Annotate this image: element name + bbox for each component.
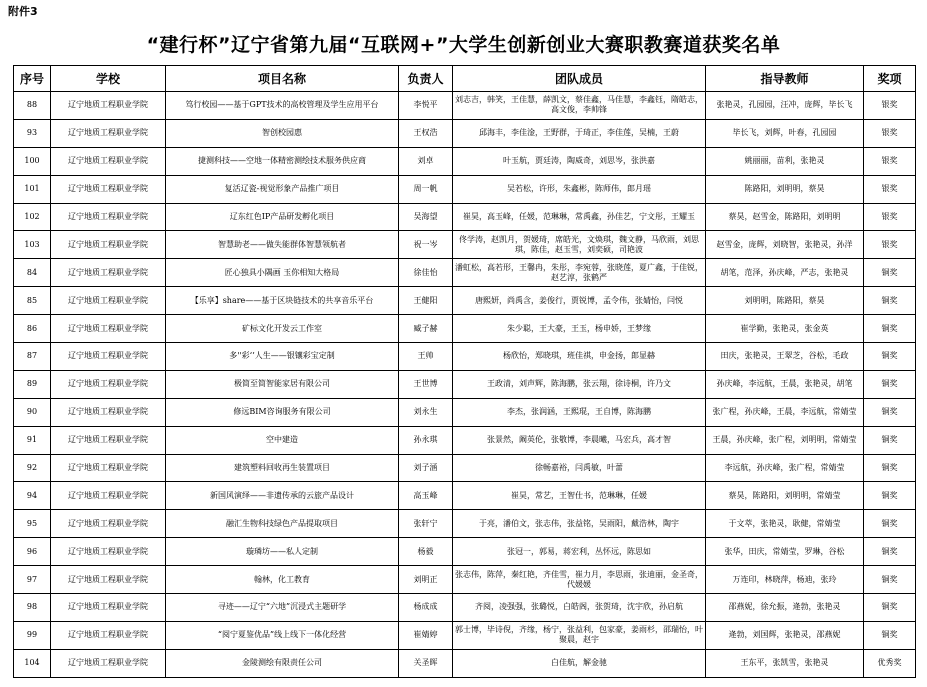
cell-members: 白佳航，解金驰 xyxy=(453,649,706,677)
cell-leader: 王健阳 xyxy=(399,287,453,315)
table-row xyxy=(14,203,916,231)
cell-advisors: 张华，田庆，常婧莹，罗琳，谷松 xyxy=(706,538,864,566)
cell-school: 辽宁地质工程职业学院 xyxy=(51,426,166,454)
table-row xyxy=(14,119,916,147)
cell-project: 金陵测绘有限责任公司 xyxy=(166,649,399,677)
cell-members: 唐熙妍，尚禹含，姜俊行，贾锐博，孟令伟，张婧怡，闫悦 xyxy=(453,287,706,315)
cell-members: 郭士博，毕诗倪，齐缘，杨宁，张益利，包家豪，姜雨杉，邵瑞怡，叶聚晨，赵宇 xyxy=(453,621,706,649)
cell-project: 笃行校园——基于GPT技术的高校管理及学生应用平台 xyxy=(166,92,399,120)
cell-leader: 刘子涵 xyxy=(399,454,453,482)
cell-no: 89 xyxy=(14,370,51,398)
attachment-label: 附件3 xyxy=(8,5,38,18)
cell-award: 铜奖 xyxy=(864,538,916,566)
cell-leader: 崔婧婷 xyxy=(399,621,453,649)
cell-members: 潘虹松，高若形，王馨冉，朱彤，李宛蓉，张晓莲，夏广鑫，于佳锐，赵艺淳，张鹤严 xyxy=(453,259,706,287)
cell-members: 叶玉航，贾廷涛，陶威奇，刘思岑，张洪嘉 xyxy=(453,147,706,175)
cell-advisors: 王东平，张凯雪，张艳灵 xyxy=(706,649,864,677)
table-row xyxy=(14,147,916,175)
cell-school: 辽宁地质工程职业学院 xyxy=(51,92,166,120)
cell-award: 铜奖 xyxy=(864,343,916,371)
table-row xyxy=(14,259,916,287)
cell-members: 崔昊，高玉峰，任媛，范琳琳，常禹鑫，孙佳艺，宁文彤，王耀玉 xyxy=(453,203,706,231)
cell-members: 刘志吉，韩笑，王佳慧，薛凯文，蔡佳鑫，马佳慧，李鑫钰，隋皓志，高文俊，李帅锋 xyxy=(453,92,706,120)
cell-project: 矿标文化开发云工作室 xyxy=(166,315,399,343)
cell-no: 104 xyxy=(14,649,51,677)
cell-no: 103 xyxy=(14,231,51,259)
table-row xyxy=(14,426,916,454)
cell-advisors: 田庆，张艳灵，王翠芝，谷松，毛政 xyxy=(706,343,864,371)
cell-members: 张冠一，郭易，蒋宏利，丛怀远，陈思如 xyxy=(453,538,706,566)
cell-project: 翰林，化工教育 xyxy=(166,566,399,594)
cell-project: 辽东红色IP产品研发孵化项目 xyxy=(166,203,399,231)
cell-advisors: 蔡昊，赵雪金，陈路阳，刘明明 xyxy=(706,203,864,231)
header-row xyxy=(14,66,916,92)
cell-school: 辽宁地质工程职业学院 xyxy=(51,119,166,147)
cell-award: 铜奖 xyxy=(864,398,916,426)
cell-award: 铜奖 xyxy=(864,287,916,315)
cell-advisors: 王晨，孙庆峰，张广程，刘明明，常婧莹 xyxy=(706,426,864,454)
cell-no: 88 xyxy=(14,92,51,120)
cell-award: 银奖 xyxy=(864,203,916,231)
cell-members: 崔昊，常艺，王智仕书，范琳琳，任媛 xyxy=(453,482,706,510)
table-body xyxy=(14,92,916,678)
cell-leader: 吴海望 xyxy=(399,203,453,231)
cell-school: 辽宁地质工程职业学院 xyxy=(51,538,166,566)
cell-award: 银奖 xyxy=(864,175,916,203)
cell-no: 85 xyxy=(14,287,51,315)
table-row xyxy=(14,315,916,343)
table-row xyxy=(14,231,916,259)
cell-advisors: 赵雪金，庞辉，刘晓智，张艳灵，孙洋 xyxy=(706,231,864,259)
cell-advisors: 蔡昊，陈路阳，刘明明，常婧莹 xyxy=(706,482,864,510)
cell-school: 辽宁地质工程职业学院 xyxy=(51,147,166,175)
cell-no: 84 xyxy=(14,259,51,287)
cell-leader: 周一帆 xyxy=(399,175,453,203)
cell-members: 杨欣怡，郑晓琪，班佳祺，申金扬，郎显赫 xyxy=(453,343,706,371)
cell-no: 94 xyxy=(14,482,51,510)
cell-members: 吴若松，许形，朱鑫彬，陈师伟，郎月瑶 xyxy=(453,175,706,203)
table-row xyxy=(14,482,916,510)
cell-leader: 祝一岑 xyxy=(399,231,453,259)
cell-school: 辽宁地质工程职业学院 xyxy=(51,175,166,203)
cell-school: 辽宁地质工程职业学院 xyxy=(51,203,166,231)
table-row xyxy=(14,343,916,371)
cell-project: 建筑塑料回收再生装置项目 xyxy=(166,454,399,482)
cell-no: 100 xyxy=(14,147,51,175)
cell-no: 93 xyxy=(14,119,51,147)
cell-award: 银奖 xyxy=(864,92,916,120)
cell-members: 佟学涛，赵凯月，贺媛琦，席皓光，文焕琪，魏文静，马欣雨，刘思琪，陈佳，赵玉雪，刘奕硕，司艳波 xyxy=(453,231,706,259)
cell-advisors: 崔学勤，张艳灵，张金英 xyxy=(706,315,864,343)
cell-advisors: 刘明明，陈路阳，蔡昊 xyxy=(706,287,864,315)
cell-project: 极简至简智能家居有限公司 xyxy=(166,370,399,398)
header-members: 团队成员 xyxy=(453,66,706,92)
cell-advisors: 孙庆峰，李远航，王晨，张艳灵，胡笔 xyxy=(706,370,864,398)
cell-advisors: 于文萃，张艳灵，耿健，常婧莹 xyxy=(706,510,864,538)
cell-leader: 徐佳怡 xyxy=(399,259,453,287)
cell-members: 王政清，刘声辉，陈海鹏，张云翔，徐诗桐，许乃文 xyxy=(453,370,706,398)
cell-no: 96 xyxy=(14,538,51,566)
cell-school: 辽宁地质工程职业学院 xyxy=(51,510,166,538)
cell-project: 新国风演绎——非遗传承的云旅产品设计 xyxy=(166,482,399,510)
table-row xyxy=(14,594,916,622)
cell-leader: 杨毅 xyxy=(399,538,453,566)
cell-school: 辽宁地质工程职业学院 xyxy=(51,566,166,594)
cell-project: 智创校园惠 xyxy=(166,119,399,147)
cell-leader: 张轩宁 xyxy=(399,510,453,538)
cell-award: 银奖 xyxy=(864,147,916,175)
table-row xyxy=(14,175,916,203)
cell-project: 【乐享】share——基于区块链技术的共享音乐平台 xyxy=(166,287,399,315)
table-row xyxy=(14,398,916,426)
cell-no: 98 xyxy=(14,594,51,622)
cell-award: 铜奖 xyxy=(864,259,916,287)
cell-school: 辽宁地质工程职业学院 xyxy=(51,649,166,677)
cell-school: 辽宁地质工程职业学院 xyxy=(51,343,166,371)
cell-award: 铜奖 xyxy=(864,621,916,649)
cell-school: 辽宁地质工程职业学院 xyxy=(51,315,166,343)
header-leader: 负责人 xyxy=(399,66,453,92)
cell-project: 融汇生物科技绿色产品提取项目 xyxy=(166,510,399,538)
cell-no: 92 xyxy=(14,454,51,482)
cell-members: 张景然，阚英伦，张敬博，李晨曦，马宏兵，高才智 xyxy=(453,426,706,454)
cell-advisors: 万连印，林晓萍，杨迪，张玲 xyxy=(706,566,864,594)
cell-project: “阅宁夏鉴优品”线上线下一体化经营 xyxy=(166,621,399,649)
cell-no: 102 xyxy=(14,203,51,231)
cell-award: 银奖 xyxy=(864,231,916,259)
cell-no: 90 xyxy=(14,398,51,426)
cell-project: 璇璘坊——私人定制 xyxy=(166,538,399,566)
table-row xyxy=(14,370,916,398)
cell-members: 张志伟，陈萍，秦红艳，齐佳雪，崔力月，李思雨，张迪丽，金圣奇，代媛媛 xyxy=(453,566,706,594)
cell-leader: 刘卓 xyxy=(399,147,453,175)
cell-no: 87 xyxy=(14,343,51,371)
cell-award: 铜奖 xyxy=(864,482,916,510)
cell-leader: 关圣晖 xyxy=(399,649,453,677)
cell-leader: 孙永琪 xyxy=(399,426,453,454)
cell-members: 徐畅嘉裕，闫禹敏，叶蕾 xyxy=(453,454,706,482)
cell-members: 邱海丰，李佳淦，王野群，于琦正，李佳莲，吴楠，王蔚 xyxy=(453,119,706,147)
cell-members: 李杰，张润涵，王熙琨，王自博，陈海鹏 xyxy=(453,398,706,426)
cell-advisors: 李远航，孙庆峰，张广程，常婧莹 xyxy=(706,454,864,482)
cell-leader: 刘明正 xyxy=(399,566,453,594)
cell-leader: 杨成成 xyxy=(399,594,453,622)
table-row xyxy=(14,454,916,482)
cell-award: 铜奖 xyxy=(864,510,916,538)
cell-project: 复活辽瓷-视觉形象产品推广项目 xyxy=(166,175,399,203)
cell-advisors: 张艳灵，孔园园，汪冲，庞辉，毕长飞 xyxy=(706,92,864,120)
page-title: “建行杯”辽宁省第九届“互联网+”大学生创新创业大赛职教赛道获奖名单 xyxy=(146,34,781,56)
cell-no: 97 xyxy=(14,566,51,594)
cell-advisors: 陈路阳，刘明明，蔡昊 xyxy=(706,175,864,203)
cell-leader: 李悦平 xyxy=(399,92,453,120)
cell-award: 铜奖 xyxy=(864,566,916,594)
cell-award: 铜奖 xyxy=(864,454,916,482)
cell-school: 辽宁地质工程职业学院 xyxy=(51,398,166,426)
table-row xyxy=(14,621,916,649)
cell-award: 银奖 xyxy=(864,119,916,147)
cell-advisors: 胡笔，范泽，孙庆峰，严志，张艳灵 xyxy=(706,259,864,287)
table-row xyxy=(14,92,916,120)
header-no: 序号 xyxy=(14,66,51,92)
table-row xyxy=(14,538,916,566)
cell-project: 修远BIM咨询服务有限公司 xyxy=(166,398,399,426)
cell-no: 91 xyxy=(14,426,51,454)
table-row xyxy=(14,566,916,594)
cell-advisors: 邵燕妮，徐允振，逄勃，张艳灵 xyxy=(706,594,864,622)
cell-award: 铜奖 xyxy=(864,315,916,343)
cell-school: 辽宁地质工程职业学院 xyxy=(51,454,166,482)
cell-school: 辽宁地质工程职业学院 xyxy=(51,594,166,622)
cell-school: 辽宁地质工程职业学院 xyxy=(51,287,166,315)
header-school: 学校 xyxy=(51,66,166,92)
cell-project: 空中建造 xyxy=(166,426,399,454)
cell-members: 于亮，潘伯文，张志伟，张益铭，吴雨阳，戴浩林，陶宇 xyxy=(453,510,706,538)
cell-advisors: 姚丽丽，苗利，张艳灵 xyxy=(706,147,864,175)
cell-leader: 王权浩 xyxy=(399,119,453,147)
cell-school: 辽宁地质工程职业学院 xyxy=(51,621,166,649)
cell-members: 齐阅，凌强强，张璐悦，白皓阁，张贺琦，沈宇欣，孙启航 xyxy=(453,594,706,622)
cell-advisors: 逄勃，刘国辉，张艳灵，邵燕妮 xyxy=(706,621,864,649)
cell-award: 铜奖 xyxy=(864,426,916,454)
cell-no: 95 xyxy=(14,510,51,538)
cell-school: 辽宁地质工程职业学院 xyxy=(51,370,166,398)
cell-members: 朱少聪，王大豪，王玉，杨申娇，王梦缘 xyxy=(453,315,706,343)
cell-advisors: 毕长飞，刘辉，叶春，孔园园 xyxy=(706,119,864,147)
cell-leader: 臧子赫 xyxy=(399,315,453,343)
cell-project: 智慧助老——做失能群体智慧领航者 xyxy=(166,231,399,259)
cell-leader: 王世博 xyxy=(399,370,453,398)
cell-award: 铜奖 xyxy=(864,370,916,398)
cell-project: 匠心独具小隅画 玉你相知大格局 xyxy=(166,259,399,287)
cell-leader: 王帅 xyxy=(399,343,453,371)
header-award: 奖项 xyxy=(864,66,916,92)
cell-school: 辽宁地质工程职业学院 xyxy=(51,482,166,510)
cell-leader: 高玉峰 xyxy=(399,482,453,510)
cell-no: 99 xyxy=(14,621,51,649)
table-row xyxy=(14,649,916,677)
cell-award: 铜奖 xyxy=(864,594,916,622)
header-advisors: 指导教师 xyxy=(706,66,864,92)
cell-project: 捷测科技——空地一体精密测绘技术服务供应商 xyxy=(166,147,399,175)
cell-school: 辽宁地质工程职业学院 xyxy=(51,231,166,259)
table-row xyxy=(14,510,916,538)
cell-project: 多''彩‘’人生——银镶彩宝定制 xyxy=(166,343,399,371)
cell-award: 优秀奖 xyxy=(864,649,916,677)
header-project: 项目名称 xyxy=(166,66,399,92)
awards-table xyxy=(13,65,916,678)
cell-no: 86 xyxy=(14,315,51,343)
cell-school: 辽宁地质工程职业学院 xyxy=(51,259,166,287)
cell-project: 寻迹——辽宁“六地”沉浸式主题研学 xyxy=(166,594,399,622)
cell-no: 101 xyxy=(14,175,51,203)
cell-leader: 刘永生 xyxy=(399,398,453,426)
cell-advisors: 张广程，孙庆峰，王晨，李远航，常婧莹 xyxy=(706,398,864,426)
table-row xyxy=(14,287,916,315)
